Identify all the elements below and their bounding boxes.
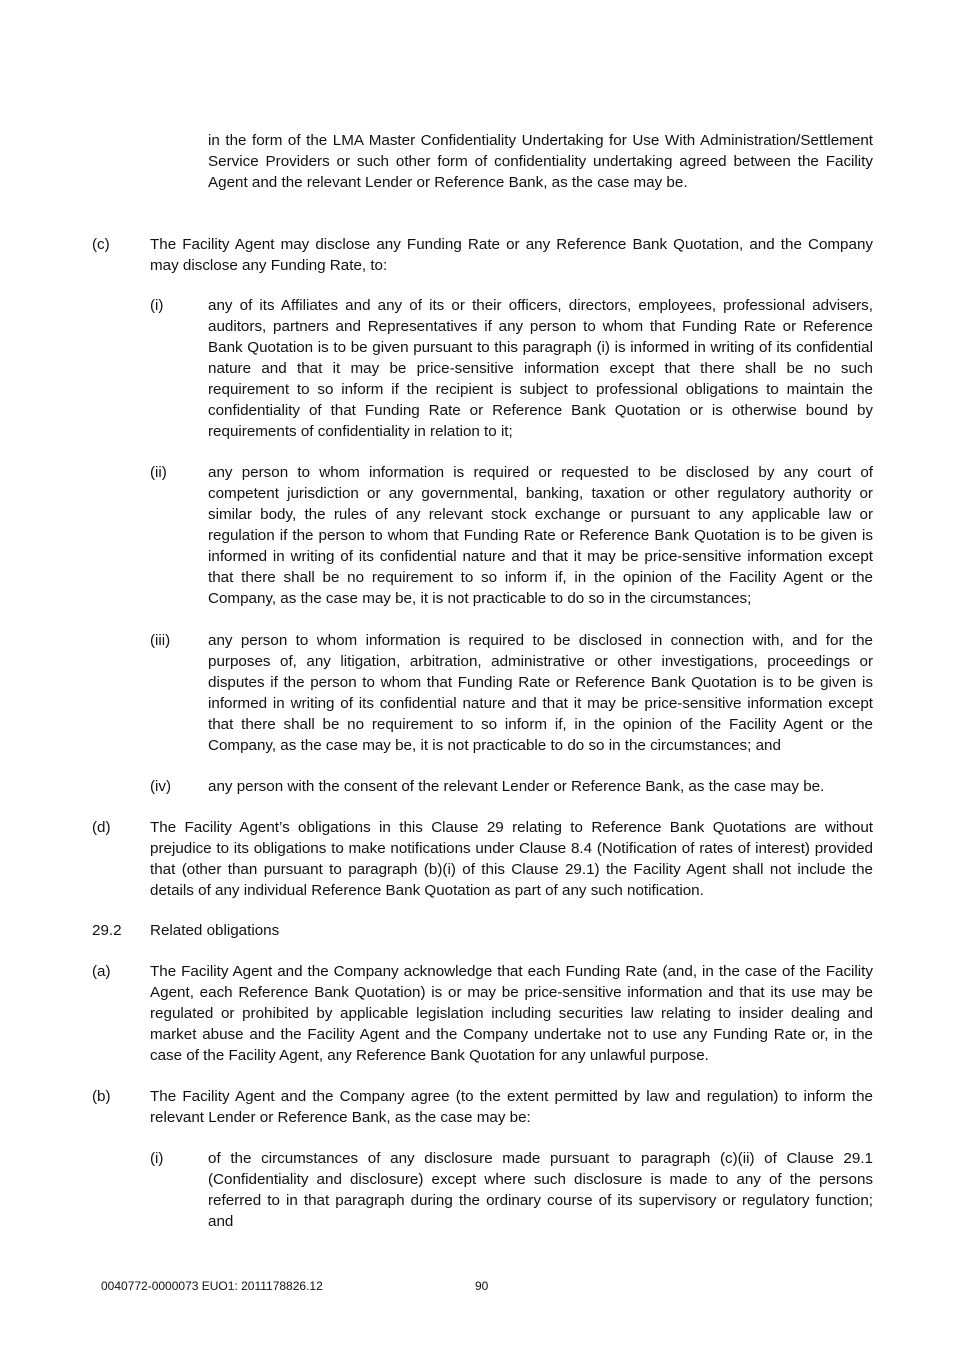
clause-c-ii-label: (ii) [150,464,167,481]
clause-c-iii-text: any person to whom information is required to be disclosed in connection with, and for the purposes of, any litigation, arbitration, administrative or other investigations, proceedings or disputes if the person to whom that Funding Rate or Reference Bank Quotation is to be given is informed in writing of its confidential nature and that it may be price-sensitive information except that there shall be no requirement to so inform if, in the opinion of the Facility Agent or the Company, as the case may be, it is not practicable to do so in the circumstances; and [208,632,873,754]
footer-doc-ref: 0040772-0000073 EUO1: 2011178826.12 [101,1279,323,1293]
clause-a-text: The Facility Agent and the Company acknowledge that each Funding Rate (and, in the case of the Facility Agent, each Reference Bank Quotation) is or may be price-sensitive information and that its use may be regulated or prohibited by applicable legislation including securities law relating to insider dealing and market abuse and the Facility Agent and the Company undertake not to use any Funding Rate or, in the case of the Facility Agent, any Reference Bank Quotation for any unlawful purpose. [150,963,873,1064]
clause-c-iv-text: any person with the consent of the relevant Lender or Reference Bank, as the case may be. [208,778,825,795]
clause-c-i-text: any of its Affiliates and any of its or their officers, directors, employees, professional advisers, auditors, partners and Representatives if any person to whom that Funding Rate or Reference Bank Quotation is to be given pursuant to this paragraph (i) is informed in writing of its confidential nature and that it may be price-sensitive information except that there shall be no such requirement to so inform if the recipient is subject to professional obligations to maintain the confidentiality of that Funding Rate or Reference Bank Quotation or is otherwise bound by requirements of confidentiality in relation to it; [208,297,873,440]
clause-c-label: (c) [92,236,110,253]
clause-b-text: The Facility Agent and the Company agree (to the extent permitted by law and regulation) to inform the relevant Lender or Reference Bank, as the case may be: [150,1088,873,1126]
clause-a-label: (a) [92,963,111,980]
clause-c-i-label: (i) [150,297,164,314]
clause-c-ii-text: any person to whom information is required or requested to be disclosed by any court of competent jurisdiction or any governmental, banking, taxation or other regulatory authority or similar body, the rules of any relevant stock exchange or pursuant to any applicable law or regulation if the person to whom that Funding Rate or Reference Bank Quotation is to be given is informed in writing of its confidential nature and that it may be price-sensitive information except that there shall be no requirement to so inform if, in the opinion of the Facility Agent or the Company, as the case may be, it is not practicable to do so in the circumstances; [208,464,873,607]
clause-c-iii-label: (iii) [150,632,171,649]
continuation-paragraph: in the form of the LMA Master Confidentiality Undertaking for Use With Administration/Settlement Service Providers or such other form of confidentiality undertaking agreed between the Facility Agent and the relevant Lender or Reference Bank, as the case may be. [208,132,873,191]
clause-b-i-text: of the circumstances of any disclosure made pursuant to paragraph (c)(ii) of Clause 29.1 (Confidentiality and disclosure) except where such disclosure is made to any of the persons referred to in that paragraph during the ordinary course of its supervisory or regulatory function; and [208,1150,873,1230]
clause-d-text: The Facility Agent’s obligations in this Clause 29 relating to Reference Bank Quotations are without prejudice to its obligations to make notifications under Clause 8.4 (Notification of rates of interest) provided that (other than pursuant to paragraph (b)(i) of this Clause 29.1) the Facility Agent shall not include the details of any individual Reference Bank Quotation as part of any such notification. [150,819,873,899]
section-title: Related obligations [150,922,280,939]
clause-b-label: (b) [92,1088,111,1105]
footer-page-number: 90 [475,1279,489,1293]
clause-b-i-label: (i) [150,1150,164,1167]
clause-c-text: The Facility Agent may disclose any Funding Rate or any Reference Bank Quotation, and the Company may disclose any Funding Rate, to: [150,236,873,274]
section-number: 29.2 [92,922,122,939]
clause-d-label: (d) [92,819,111,836]
clause-c-iv-label: (iv) [150,778,172,795]
